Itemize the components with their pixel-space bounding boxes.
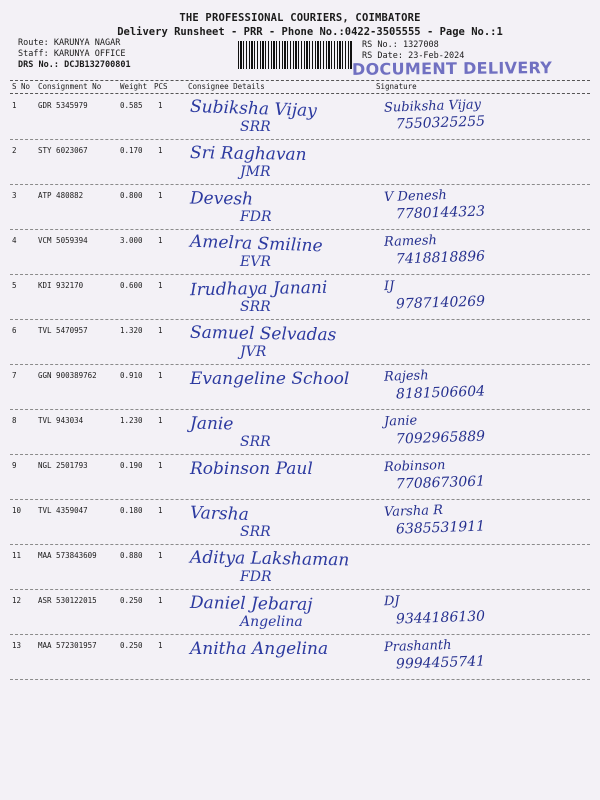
signature-phone: 9787140269: [395, 293, 486, 313]
col-sno: S No: [12, 82, 31, 91]
consignment-number: VCM 5059394: [38, 236, 88, 245]
signature-name: Rajesh: [383, 368, 429, 385]
weight-value: 3.000: [120, 236, 143, 245]
consignee-name: Robinson Paul: [190, 459, 313, 479]
staff-value: KARUNYA OFFICE: [53, 49, 126, 59]
serial-number: 12: [12, 596, 22, 605]
pcs-value: 1: [158, 101, 163, 110]
consignee-name: Aditya Lakshaman: [189, 547, 350, 571]
consignment-number: KDI 932170: [38, 281, 84, 290]
pcs-value: 1: [158, 416, 163, 425]
consignee-branch: EVR: [240, 254, 271, 270]
weight-value: 0.180: [120, 506, 143, 515]
row-divider: [10, 679, 590, 680]
signature-phone: 9994455741: [395, 653, 486, 673]
table-row: [12, 455, 592, 500]
consignment-number: ATP 480882: [38, 191, 84, 200]
consignee-branch: SRR: [240, 299, 271, 315]
consignee-name: Evangeline School: [190, 369, 350, 389]
weight-value: 0.880: [120, 551, 143, 560]
pcs-value: 1: [158, 596, 163, 605]
pcs-value: 1: [158, 236, 163, 245]
signature-name: DJ: [383, 593, 400, 610]
signature-phone: 9344186130: [395, 608, 486, 628]
consignee-branch: SRR: [240, 434, 271, 450]
table-row: [12, 410, 592, 455]
pcs-value: 1: [158, 191, 163, 200]
consignee-name: Sri Raghavan: [189, 142, 307, 166]
table-row: [12, 590, 592, 635]
weight-value: 0.800: [120, 191, 143, 200]
runsheet-title: THE PROFESSIONAL COURIERS, COIMBATORE: [179, 12, 421, 24]
staff-label: Staff:: [18, 49, 49, 59]
serial-number: 13: [12, 641, 22, 650]
consignee-name: Devesh: [189, 188, 254, 210]
serial-number: 11: [12, 551, 22, 560]
col-weight: Weight: [120, 82, 148, 91]
signature-name: IJ: [383, 278, 395, 295]
signature-name: Ramesh: [383, 233, 438, 250]
consignment-number: GGN 900389762: [38, 371, 97, 380]
table-row: [12, 230, 592, 275]
consignee-branch: JVR: [240, 344, 267, 360]
serial-number: 8: [12, 416, 17, 425]
pcs-value: 1: [158, 506, 163, 515]
serial-number: 7: [12, 371, 17, 380]
signature-phone: 7708673061: [395, 473, 486, 493]
consignee-branch: SRR: [240, 119, 271, 135]
consignee-name: Subiksha Vijay: [189, 96, 318, 122]
pcs-value: 1: [158, 281, 163, 290]
signature-phone: 7092965889: [395, 428, 486, 448]
pcs-value: 1: [158, 371, 163, 380]
serial-number: 3: [12, 191, 17, 200]
serial-number: 4: [12, 236, 17, 245]
col-pcs: PCS: [154, 82, 168, 91]
serial-number: 10: [12, 506, 22, 515]
table-row: [12, 320, 592, 365]
consignment-number: NGL 2501793: [38, 461, 88, 470]
table-row: [12, 635, 592, 680]
consignee-name: Daniel Jebaraj: [189, 592, 313, 616]
consignment-number: MAA 572301957: [38, 641, 97, 650]
runsheet-subtitle: Delivery Runsheet - PRR - Phone No.:0422-3505555 - Page No.:1: [117, 26, 503, 38]
route-label: Route:: [18, 38, 49, 48]
signature-name: Subiksha Vijay: [383, 97, 482, 116]
weight-value: 0.910: [120, 371, 143, 380]
weight-value: 0.585: [120, 101, 143, 110]
col-signature: Signature: [376, 82, 417, 91]
pcs-value: 1: [158, 641, 163, 650]
consignee-name: Amelra Smiline: [189, 231, 323, 257]
signature-name: Janie: [383, 413, 418, 430]
header-divider-top: [10, 80, 590, 81]
rs-date-label: RS Date:: [362, 51, 403, 61]
rs-date-value: 23-Feb-2024: [408, 51, 465, 61]
table-row: [12, 95, 592, 140]
consignee-branch: SRR: [240, 524, 271, 540]
consignee-branch: FDR: [240, 569, 272, 585]
signature-name: Varsha R: [383, 502, 444, 521]
document-delivery-stamp: DOCUMENT DELIVERY: [351, 58, 553, 79]
barcode: [238, 41, 352, 69]
table-row: [12, 545, 592, 590]
pcs-value: 1: [158, 461, 163, 470]
signature-phone: 7780144323: [395, 203, 486, 223]
weight-value: 1.320: [120, 326, 143, 335]
consignee-branch: JMR: [240, 164, 271, 180]
route-value: KARUNYA NAGAR: [53, 38, 121, 48]
weight-value: 1.230: [120, 416, 143, 425]
consignment-number: MAA 573843609: [38, 551, 97, 560]
route-info: [18, 38, 131, 71]
signature-phone: 8181506604: [395, 383, 486, 403]
signature-phone: 6385531911: [395, 518, 486, 538]
pcs-value: 1: [158, 551, 163, 560]
consignee-name: Irudhaya Janani: [189, 277, 328, 301]
consignment-number: GDR 5345979: [38, 101, 88, 110]
signature-phone: 7550325255: [395, 113, 486, 133]
pcs-value: 1: [158, 326, 163, 335]
table-row: [12, 365, 592, 410]
drs-value: DCJB132700801: [64, 60, 131, 70]
table-row: [12, 185, 592, 230]
weight-value: 0.190: [120, 461, 143, 470]
table-row: [12, 140, 592, 185]
consignment-number: STY 6023067: [38, 146, 88, 155]
col-consignee: Consignee Details: [188, 82, 265, 91]
signature-name: Robinson: [383, 457, 446, 476]
weight-value: 0.250: [120, 596, 143, 605]
consignee-name: Janie: [189, 413, 234, 435]
col-consignment: Consignment No: [38, 82, 102, 91]
weight-value: 0.600: [120, 281, 143, 290]
consignment-number: ASR 530122015: [38, 596, 97, 605]
signature-name: Prashanth: [383, 637, 452, 656]
consignee-name: Samuel Selvadas: [189, 322, 337, 346]
table-row: [12, 275, 592, 320]
consignment-number: TVL 5470957: [38, 326, 88, 335]
weight-value: 0.250: [120, 641, 143, 650]
weight-value: 0.170: [120, 146, 143, 155]
serial-number: 2: [12, 146, 17, 155]
table-row: [12, 500, 592, 545]
signature-phone: 7418818896: [395, 248, 486, 268]
consignee-branch: FDR: [240, 209, 272, 225]
header-divider-bottom: [10, 93, 590, 94]
pcs-value: 1: [158, 146, 163, 155]
signature-name: V Denesh: [383, 187, 447, 206]
serial-number: 1: [12, 101, 17, 110]
drs-label: DRS No.:: [18, 60, 59, 70]
rs-no-value: 1327008: [402, 40, 439, 50]
serial-number: 5: [12, 281, 17, 290]
serial-number: 9: [12, 461, 17, 470]
consignee-name: Varsha: [189, 502, 250, 526]
serial-number: 6: [12, 326, 17, 335]
consignment-number: TVL 4359047: [38, 506, 88, 515]
consignment-number: TVL 943034: [38, 416, 84, 425]
consignee-branch: Angelina: [240, 614, 303, 630]
consignee-name: Anitha Angelina: [190, 639, 329, 659]
rs-no-label: RS No.:: [362, 40, 398, 50]
